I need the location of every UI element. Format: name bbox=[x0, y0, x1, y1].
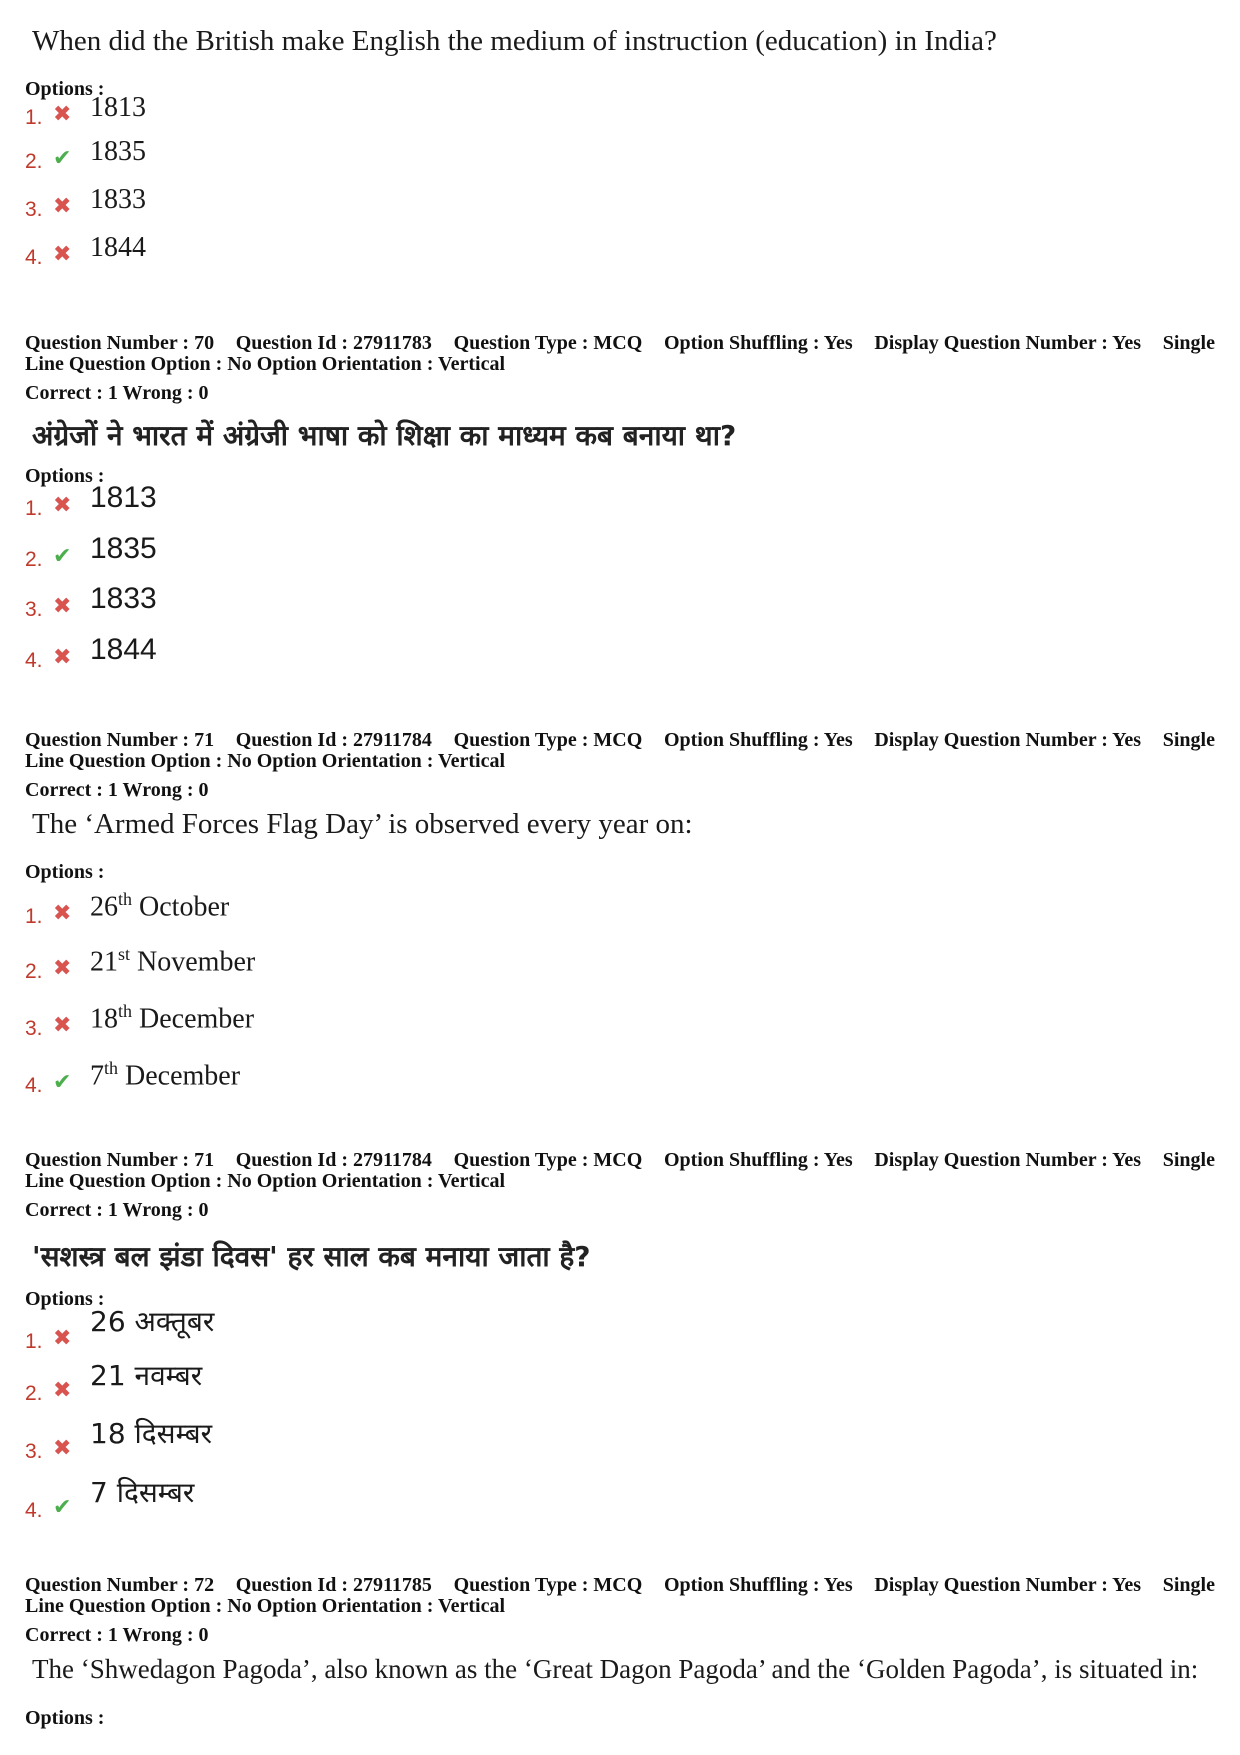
option-number: 4. bbox=[25, 1074, 43, 1097]
option-day: 18 bbox=[90, 1003, 118, 1034]
single-line-label: Single bbox=[1162, 1574, 1215, 1596]
options-label: Options : bbox=[25, 861, 105, 883]
option-number: 2. bbox=[25, 548, 43, 571]
question-number: Question Number : 70 bbox=[25, 332, 215, 354]
option-number: 4. bbox=[25, 1499, 43, 1522]
options-label: Options : bbox=[25, 1707, 105, 1729]
option-text: 1833 bbox=[90, 184, 146, 215]
question-number: Question Number : 71 bbox=[25, 729, 215, 751]
cross-mark-icon: ✖ bbox=[53, 102, 72, 127]
option-shuffling: Option Shuffling : Yes bbox=[663, 1574, 853, 1596]
cross-mark-icon: ✖ bbox=[53, 645, 72, 670]
cross-mark-icon: ✖ bbox=[53, 242, 72, 267]
options-label: Options : bbox=[25, 1288, 105, 1310]
option-text: 18 दिसम्बर bbox=[90, 1417, 213, 1450]
option-text: 21 नवम्बर bbox=[90, 1359, 203, 1392]
option-day: 7 bbox=[90, 1060, 104, 1091]
option-number: 3. bbox=[25, 198, 43, 221]
single-line-label: Single bbox=[1162, 332, 1215, 354]
meta-line-2: Line Question Option : No Option Orientation : Vertical bbox=[25, 750, 506, 772]
question-metadata bbox=[25, 1150, 1215, 1192]
option-number: 1. bbox=[25, 497, 43, 520]
option-text: 1833 bbox=[90, 582, 157, 615]
ordinal-suffix: st bbox=[118, 943, 131, 964]
cross-mark-icon: ✖ bbox=[53, 594, 72, 619]
question-text: The ‘Shwedagon Pagoda’, also known as the ‘Great Dagon Pagoda’ and the ‘Golden Pagoda’, is situated in: bbox=[32, 1654, 1199, 1684]
option-number: 2. bbox=[25, 150, 43, 173]
option-text: 1835 bbox=[90, 532, 157, 565]
question-type: Question Type : MCQ bbox=[453, 729, 643, 751]
option-number: 3. bbox=[25, 1017, 43, 1040]
cross-mark-icon: ✖ bbox=[53, 1378, 72, 1403]
option-text: 1844 bbox=[90, 232, 146, 263]
options-label: Options : bbox=[25, 465, 105, 487]
option-number: 1. bbox=[25, 1330, 43, 1353]
meta-line-2: Line Question Option : No Option Orientation : Vertical bbox=[25, 1170, 506, 1192]
question-metadata bbox=[25, 1575, 1215, 1617]
option-shuffling: Option Shuffling : Yes bbox=[663, 729, 853, 751]
ordinal-suffix: th bbox=[118, 888, 133, 909]
question-id: Question Id : 27911783 bbox=[235, 332, 432, 354]
option-shuffling: Option Shuffling : Yes bbox=[663, 332, 853, 354]
check-mark-icon: ✔ bbox=[53, 544, 72, 569]
check-mark-icon: ✔ bbox=[53, 146, 72, 171]
check-mark-icon: ✔ bbox=[53, 1495, 72, 1520]
option-number: 3. bbox=[25, 598, 43, 621]
question-metadata bbox=[25, 333, 1215, 375]
meta-line-2: Line Question Option : No Option Orientation : Vertical bbox=[25, 353, 506, 375]
cross-mark-icon: ✖ bbox=[53, 901, 72, 926]
display-question-number: Display Question Number : Yes bbox=[874, 729, 1142, 751]
options-label: Options : bbox=[25, 78, 105, 100]
question-number: Question Number : 72 bbox=[25, 1574, 215, 1596]
option-text: 7 दिसम्बर bbox=[90, 1476, 195, 1509]
option-text: 26 अक्तूबर bbox=[90, 1305, 215, 1338]
display-question-number: Display Question Number : Yes bbox=[874, 332, 1142, 354]
option-number: 3. bbox=[25, 1440, 43, 1463]
option-text: 1844 bbox=[90, 633, 157, 666]
question-text: When did the British make English the medium of instruction (education) in India? bbox=[32, 25, 997, 57]
single-line-label: Single bbox=[1162, 1149, 1215, 1171]
question-number: Question Number : 71 bbox=[25, 1149, 215, 1171]
option-day: 21 bbox=[90, 946, 118, 977]
option-month: December bbox=[125, 1060, 241, 1091]
ordinal-suffix: th bbox=[104, 1057, 119, 1078]
option-text: 1813 bbox=[90, 92, 146, 123]
cross-mark-icon: ✖ bbox=[53, 194, 72, 219]
option-day: 26 bbox=[90, 891, 118, 922]
option-month: November bbox=[137, 946, 256, 977]
score-line: Correct : 1 Wrong : 0 bbox=[25, 1624, 209, 1646]
option-month: December bbox=[139, 1003, 255, 1034]
question-metadata bbox=[25, 730, 1215, 772]
display-question-number: Display Question Number : Yes bbox=[874, 1574, 1142, 1596]
cross-mark-icon: ✖ bbox=[53, 493, 72, 518]
score-line: Correct : 1 Wrong : 0 bbox=[25, 382, 209, 404]
option-text bbox=[90, 1058, 240, 1092]
question-id: Question Id : 27911784 bbox=[235, 729, 432, 751]
ordinal-suffix: th bbox=[118, 1000, 133, 1021]
question-text: अंग्रेजों ने भारत में अंग्रेजी भाषा को शिक्षा का माध्यम कब बनाया था? bbox=[32, 419, 737, 452]
option-text bbox=[90, 889, 229, 923]
option-number: 2. bbox=[25, 1382, 43, 1405]
question-text: 'सशस्त्र बल झंडा दिवस' हर साल कब मनाया जाता है? bbox=[32, 1240, 591, 1273]
check-mark-icon: ✔ bbox=[53, 1070, 72, 1095]
question-type: Question Type : MCQ bbox=[453, 1149, 643, 1171]
option-number: 1. bbox=[25, 905, 43, 928]
question-id: Question Id : 27911784 bbox=[235, 1149, 432, 1171]
score-line: Correct : 1 Wrong : 0 bbox=[25, 779, 209, 801]
option-text: 1835 bbox=[90, 136, 146, 167]
question-text: The ‘Armed Forces Flag Day’ is observed every year on: bbox=[32, 808, 693, 840]
score-line: Correct : 1 Wrong : 0 bbox=[25, 1199, 209, 1221]
option-text bbox=[90, 1001, 254, 1035]
question-type: Question Type : MCQ bbox=[453, 1574, 643, 1596]
question-id: Question Id : 27911785 bbox=[235, 1574, 432, 1596]
cross-mark-icon: ✖ bbox=[53, 1326, 72, 1351]
option-number: 1. bbox=[25, 106, 43, 129]
option-shuffling: Option Shuffling : Yes bbox=[663, 1149, 853, 1171]
question-type: Question Type : MCQ bbox=[453, 332, 643, 354]
option-text bbox=[90, 944, 255, 978]
cross-mark-icon: ✖ bbox=[53, 956, 72, 981]
single-line-label: Single bbox=[1162, 729, 1215, 751]
option-number: 4. bbox=[25, 246, 43, 269]
meta-line-2: Line Question Option : No Option Orientation : Vertical bbox=[25, 1595, 506, 1617]
cross-mark-icon: ✖ bbox=[53, 1436, 72, 1461]
option-number: 4. bbox=[25, 649, 43, 672]
option-month: October bbox=[139, 891, 230, 922]
option-text: 1813 bbox=[90, 481, 157, 514]
display-question-number: Display Question Number : Yes bbox=[874, 1149, 1142, 1171]
option-number: 2. bbox=[25, 960, 43, 983]
cross-mark-icon: ✖ bbox=[53, 1013, 72, 1038]
